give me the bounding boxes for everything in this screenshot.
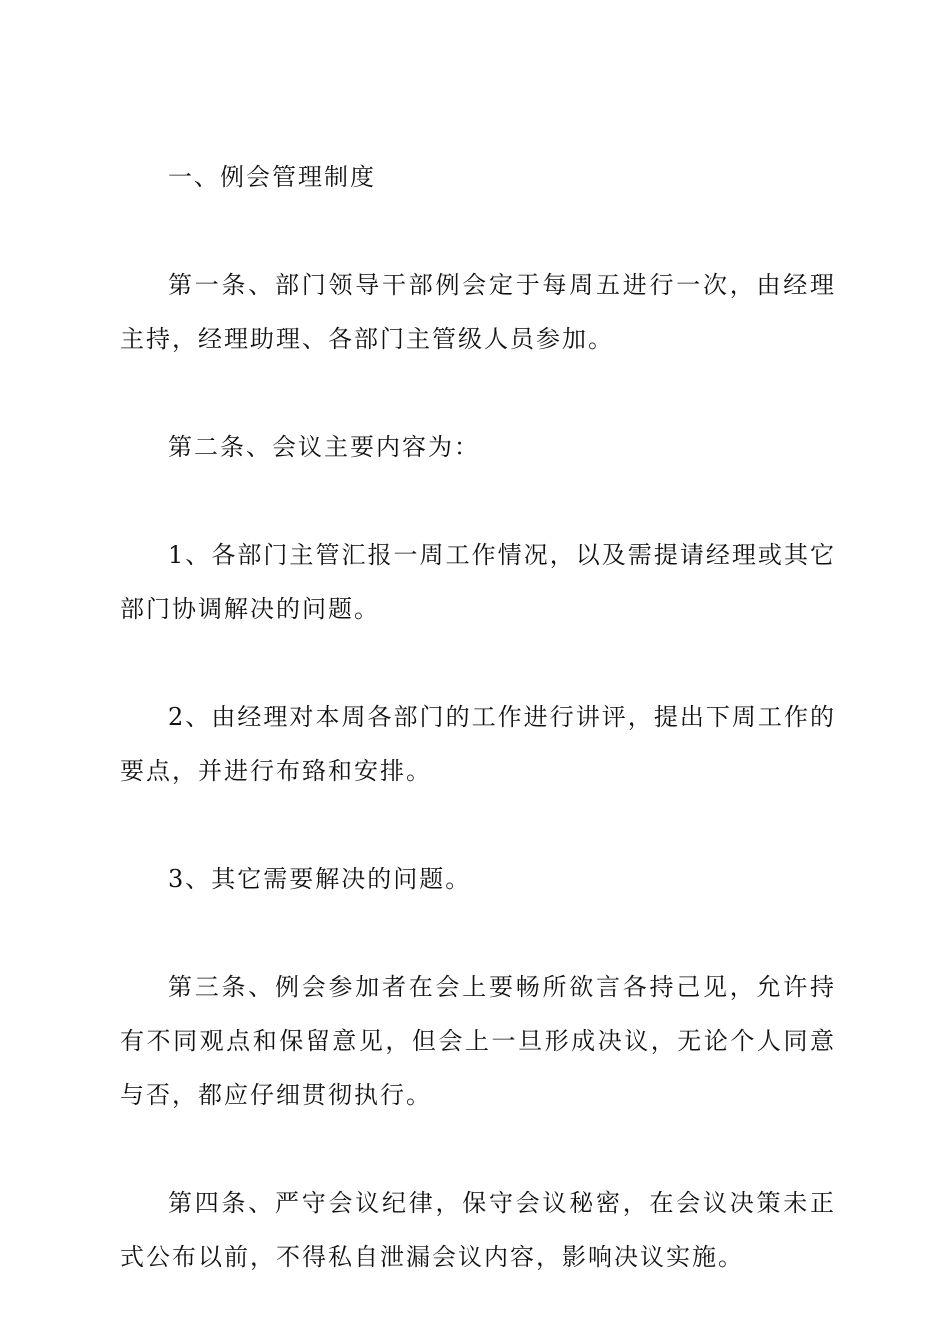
article-1-paragraph: 第一条、部门领导干部例会定于每周五进行一次，由经理主持，经理助理、各部门主管级人员参加。 — [120, 271, 836, 353]
item-1-paragraph: 1、各部门主管汇报一周工作情况，以及需提请经理或其它部门协调解决的问题。 — [120, 541, 836, 623]
article-2-paragraph: 第二条、会议主要内容为： — [168, 433, 480, 461]
item-2-paragraph: 2、由经理对本周各部门的工作进行讲评，提出下周工作的要点，并进行布臵和安排。 — [120, 703, 836, 785]
section-heading: 一、例会管理制度 — [168, 163, 376, 191]
article-3-paragraph: 第三条、例会参加者在会上要畅所欲言各持己见，允许持有不同观点和保留意见，但会上一旦形成决议，无论个人同意与否，都应仔细贯彻执行。 — [120, 973, 836, 1109]
item-3-paragraph: 3、其它需要解决的问题。 — [168, 865, 472, 893]
document-body — [120, 150, 836, 1338]
article-4-paragraph: 第四条、严守会议纪律，保守会议秘密，在会议决策未正式公布以前，不得私自泄漏会议内容，影响决议实施。 — [120, 1189, 836, 1271]
